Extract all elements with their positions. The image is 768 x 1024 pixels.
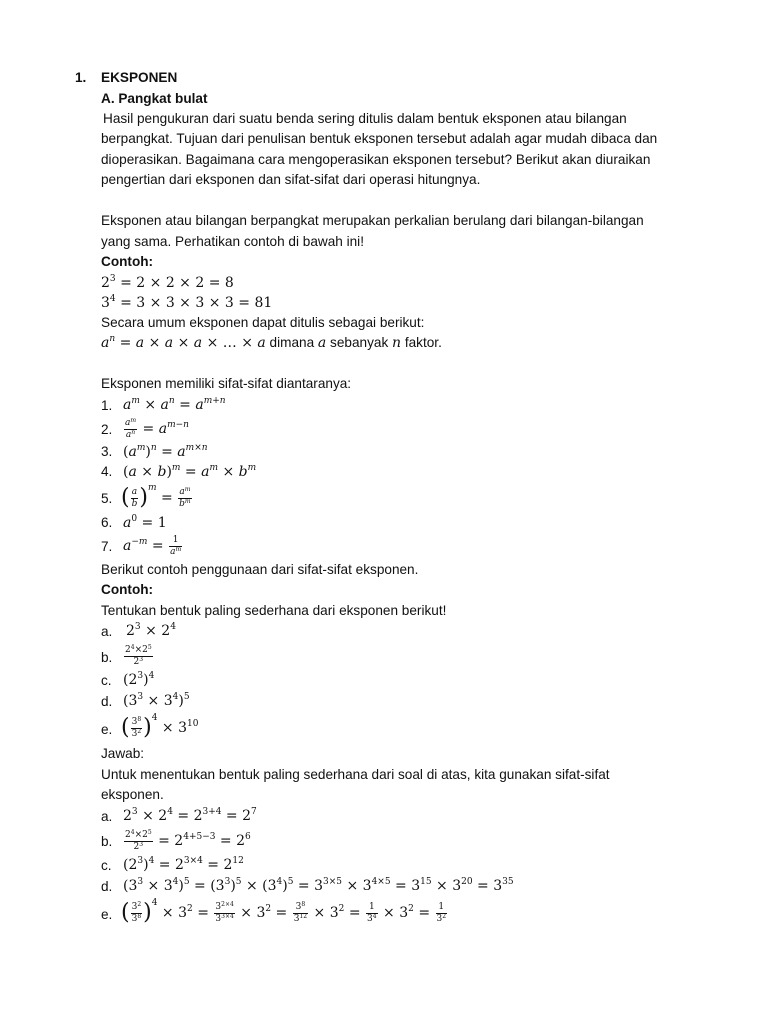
- answer-intro-line: Untuk menentukan bentuk paling sederhana dari soal di atas, kita gunakan sifat-sifat: [101, 767, 610, 782]
- property-number: 7.: [101, 539, 113, 554]
- property-6-formula: $a^0 = 1$: [123, 514, 167, 531]
- property-4-formula: $(a \times b)^m = a^m \times b^m$: [123, 463, 257, 480]
- answer-b: $\frac{2^4\times 2^5}{2^3}$ = $2^{4+5-3} = 2^6$: [125, 828, 251, 852]
- question-a: $2^3 \times 2^4$: [126, 622, 176, 639]
- property-number: 5.: [101, 491, 113, 506]
- question-b: $\frac{2^4\times 2^5}{2^3}$: [125, 643, 152, 667]
- task-text: Tentukan bentuk paling sederhana dari eksponen berikut!: [101, 603, 447, 618]
- definition-line: Eksponen atau bilangan berpangkat merupakan perkalian berulang dari bilangan-bilangan: [101, 213, 644, 228]
- item-letter: a.: [101, 624, 113, 639]
- property-number: 3.: [101, 444, 113, 459]
- item-letter: b.: [101, 650, 113, 665]
- question-d: $(3^3 \times 3^4)^5$: [123, 692, 190, 709]
- item-letter: c.: [101, 858, 112, 873]
- example-label: Contoh:: [101, 254, 154, 269]
- property-2-formula: $\frac{a^m}{a^n}$ = $a^{m-n}$: [125, 416, 189, 440]
- item-letter: b.: [101, 834, 113, 849]
- intro-line: berpangkat. Tujuan dari penulisan bentuk eksponen tersebut adalah agar mudah dibaca dan: [101, 131, 658, 146]
- answer-intro-line: eksponen.: [101, 787, 164, 802]
- answer-label: Jawab:: [101, 746, 145, 761]
- intro-line: dioperasikan. Bagaimana cara mengoperasikan eksponen tersebut? Berikut akan diuraikan: [101, 152, 651, 167]
- item-letter: d.: [101, 879, 113, 894]
- usage-text: Berikut contoh penggunaan dari sifat-sifat eksponen.: [101, 562, 419, 577]
- item-letter: e.: [101, 722, 113, 737]
- property-number: 1.: [101, 398, 113, 413]
- definition-line: yang sama. Perhatikan contoh di bawah ini!: [101, 234, 364, 249]
- item-letter: c.: [101, 673, 112, 688]
- intro-line: Hasil pengukuran dari suatu benda sering ditulis dalam bentuk eksponen atau bilangan: [103, 111, 627, 126]
- example-equation-1: $2^3 = 2 \times 2 \times 2 = 8$: [101, 274, 234, 291]
- property-5-formula: ( $\frac{a}{b}$ )$^m$ = $\frac{a^m}{b^m}$: [121, 483, 191, 510]
- item-letter: d.: [101, 694, 113, 709]
- answer-d: $(3^3 \times 3^4)^5 = (3^3)^5 \times (3^4)^5 = 3^{3\times 5} \times 3^{4\times 5} = 3^{15} \times 3^{20} = 3^{35}$: [123, 877, 514, 894]
- question-e: ( $\frac{3^8}{3^2}$ )$^4 \times 3^{10}$: [121, 713, 199, 740]
- property-number: 4.: [101, 464, 113, 479]
- chapter-number: 1.: [75, 70, 87, 85]
- section-title: A. Pangkat bulat: [101, 91, 208, 106]
- property-number: 2.: [101, 422, 113, 437]
- general-form-text: Secara umum eksponen dapat ditulis sebagai berikut:: [101, 315, 425, 330]
- general-form-equation: $a^n = a \times a \times a$ × … × a dimana a sebanyak n faktor.: [101, 334, 442, 351]
- item-letter: e.: [101, 907, 113, 922]
- property-3-formula: $(a^m)^n = a^{m\times n}$: [123, 443, 208, 460]
- item-letter: a.: [101, 809, 113, 824]
- property-7-formula: $a^{-m}$ = $\frac{1}{a^m}$: [123, 534, 182, 557]
- intro-line: pengertian dari eksponen dan sifat-sifat dari operasi hitungnya.: [101, 172, 481, 187]
- example-equation-2: $3^4 = 3 \times 3 \times 3 \times 3 = 81$: [101, 294, 273, 311]
- property-1-formula: $a^m \times a^n = a^{m+n}$: [123, 396, 226, 413]
- answer-e: ( $\frac{3^2}{3^8}$ )$^4 \times 3^2$ = $\frac{3^{2\times 4}}{3^{3\times 4}}$ × $3^2$ = $\frac{3^8}{3^{12}}$ × $3^2$ = $\frac{1}{3^4}$ × $3^2$ = $\frac{1}{3^2}$: [121, 898, 447, 925]
- question-c: $(2^3)^4$: [123, 671, 155, 688]
- example-label-2: Contoh:: [101, 582, 154, 597]
- property-number: 6.: [101, 515, 113, 530]
- answer-a: $2^3 \times 2^4 = 2^{3+4} = 2^7$: [123, 807, 257, 824]
- answer-c: $(2^3)^4 = 2^{3\times 4} = 2^{12}$: [123, 856, 244, 873]
- properties-intro: Eksponen memiliki sifat-sifat diantaranya:: [101, 376, 352, 391]
- chapter-title: EKSPONEN: [101, 70, 178, 85]
